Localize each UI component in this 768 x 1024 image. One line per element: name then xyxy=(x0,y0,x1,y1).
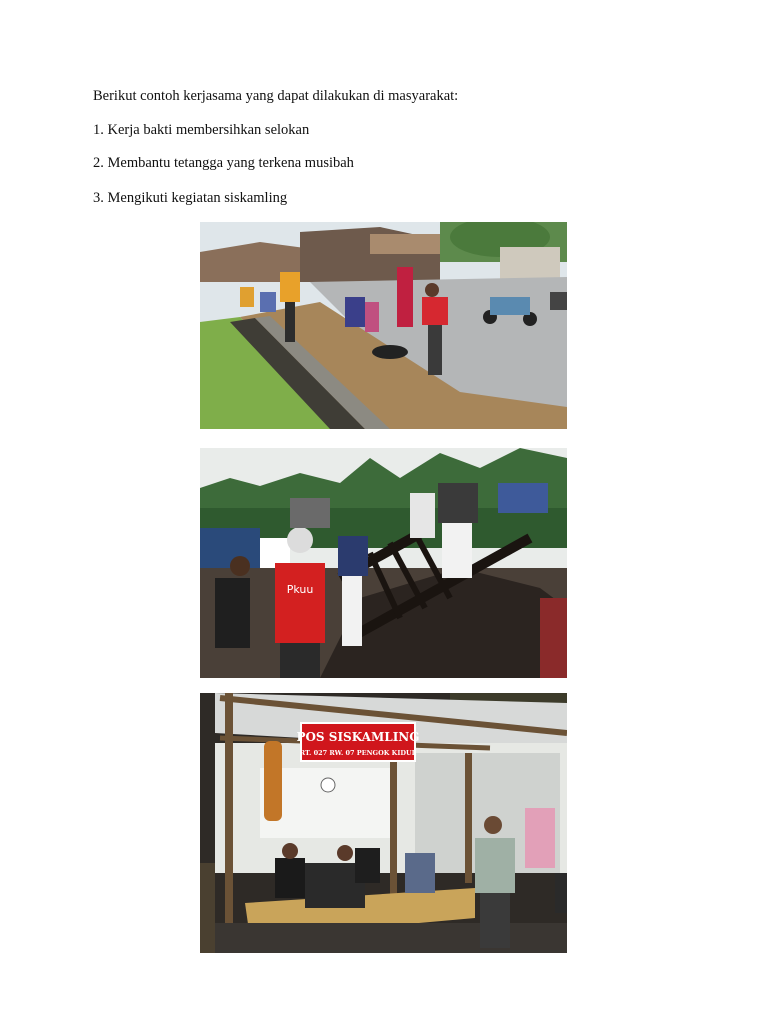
photo-siskamling-post xyxy=(200,693,567,953)
photo-cleaning-drain xyxy=(200,222,567,429)
photo-helping-neighbors xyxy=(200,448,567,678)
sign-subtitle: RT. 027 RW. 07 PENGOK KIDUL xyxy=(299,749,417,757)
list-item: 1. Kerja bakti membersihkan selokan xyxy=(93,122,310,138)
intro-text: Berikut contoh kerjasama yang dapat dilakukan di masyarakat: xyxy=(93,88,459,104)
sign-title: POS SISKAMLING xyxy=(296,730,420,744)
list-item: 3. Mengikuti kegiatan siskamling xyxy=(93,190,288,206)
list-item: 2. Membantu tetangga yang terkena musibah xyxy=(93,155,354,171)
shirt-text: Pkuu xyxy=(286,583,314,596)
